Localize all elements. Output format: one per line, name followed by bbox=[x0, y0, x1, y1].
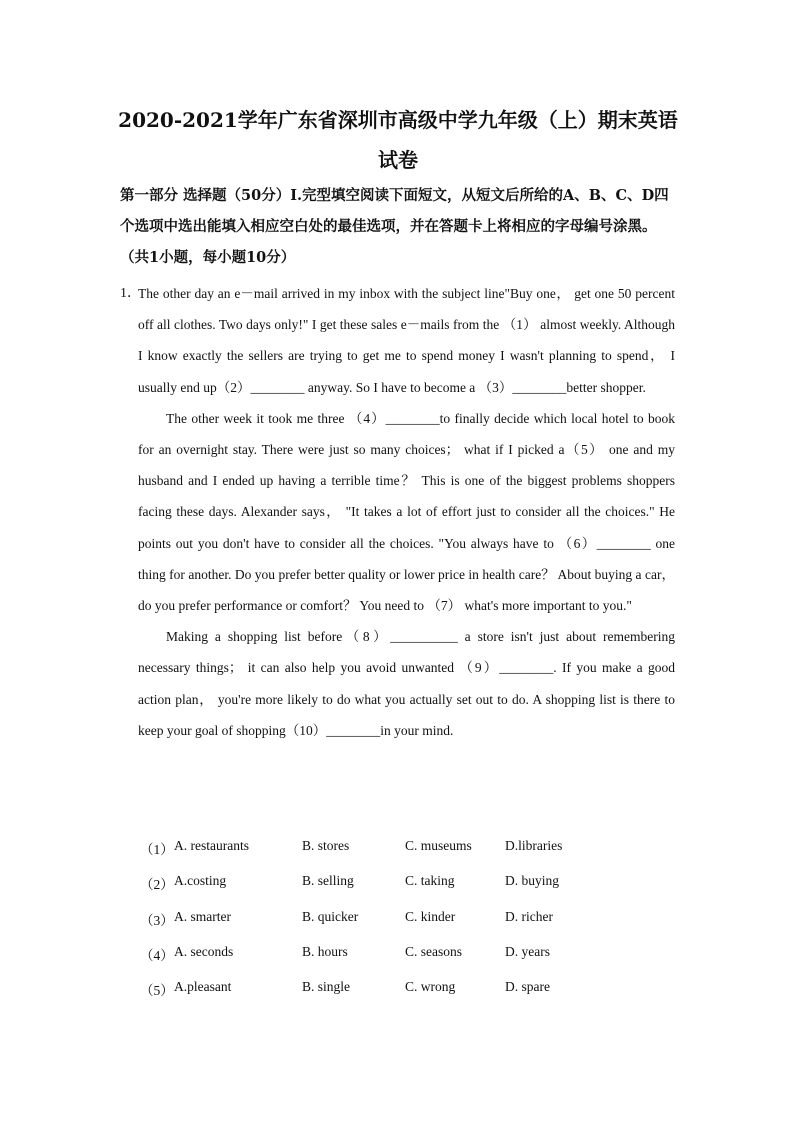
option-b: B. selling bbox=[302, 873, 354, 889]
option-c: C. kinder bbox=[405, 908, 456, 924]
option-number: （5） bbox=[140, 983, 174, 999]
option-a: A.costing bbox=[174, 873, 227, 889]
option-c: C. museums bbox=[405, 838, 472, 853]
option-row bbox=[140, 979, 600, 1014]
option-a: A.pleasant bbox=[174, 979, 232, 995]
option-d: D. richer bbox=[505, 908, 553, 924]
option-d: D. years bbox=[505, 943, 550, 959]
option-c: C. taking bbox=[405, 873, 455, 889]
option-b: B. stores bbox=[302, 838, 350, 853]
option-row bbox=[140, 944, 600, 979]
option-a: A. smarter bbox=[174, 908, 231, 924]
option-b: B. hours bbox=[302, 943, 348, 959]
answer-options bbox=[140, 838, 600, 1014]
option-c: C. seasons bbox=[405, 943, 462, 959]
option-number: （1） bbox=[140, 842, 174, 857]
option-row bbox=[140, 838, 600, 873]
option-b: B. quicker bbox=[302, 908, 359, 924]
option-d: D. spare bbox=[505, 979, 550, 995]
passage-paragraph-2: The other week it took me three （4）________to finally decide which local hotel to book for an overnight stay. There were just so many choices； what if I picked a（5） one and my husband and I ended up having a terrible time？ This is one of the biggest problems shoppers facing these days. Alexander says， "It takes a lot of effort just to consider all the choices." He points out you don't have to consider all the choices. "You always have to （6）________ one thing for another. Do you prefer better quality or lower price in health care？ About buying a car， do you prefer performance or comfort？ You need to （7） what's more important to you." bbox=[138, 410, 675, 614]
option-a: A. seconds bbox=[174, 943, 234, 959]
passage-paragraph-3: Making a shopping list before（8）__________ a store isn't just about remembering necessary things； it can also help you avoid unwanted （9）________. If you make a good action plan， you're more likely to do what you actually set out to do. A shopping list is there to keep your goal of shopping（10）________in your mind. bbox=[138, 629, 675, 738]
option-row bbox=[140, 873, 600, 908]
option-row bbox=[140, 909, 600, 944]
question-number: 1． bbox=[120, 286, 141, 301]
exam-title: 2020-2021学年广东省深圳市高级中学九年级（上）期末英语试卷 bbox=[118, 108, 678, 172]
option-d: D. buying bbox=[505, 873, 559, 889]
section-instructions: 第一部分 选择题（50分）I.完型填空阅读下面短文，从短文后所给的A、B、C、D四个选项中选出能填入相应空白处的最佳选项，并在答题卡上将相应的字母编号涂黑。（共1小题，每小题10分） bbox=[120, 187, 669, 266]
cloze-passage bbox=[138, 278, 675, 746]
option-d: D.libraries bbox=[505, 838, 563, 853]
option-a: A. restaurants bbox=[174, 838, 249, 853]
option-b: B. single bbox=[302, 979, 351, 995]
option-number: （4） bbox=[140, 947, 174, 963]
option-number: （2） bbox=[140, 877, 174, 893]
passage-paragraph-1: The other day an e－mail arrived in my inbox with the subject line"Buy one， get one 50 percent off all clothes. Two days only!" I get these sales e－mails from the （1） almost weekly. Although I know exactly the sellers are trying to get me to spend money I wasn't planning to spend， I usually end up（2）________ anyway. So I have to become a （3）________better shopper. bbox=[138, 286, 675, 395]
option-c: C. wrong bbox=[405, 979, 456, 995]
option-number: （3） bbox=[140, 912, 174, 928]
